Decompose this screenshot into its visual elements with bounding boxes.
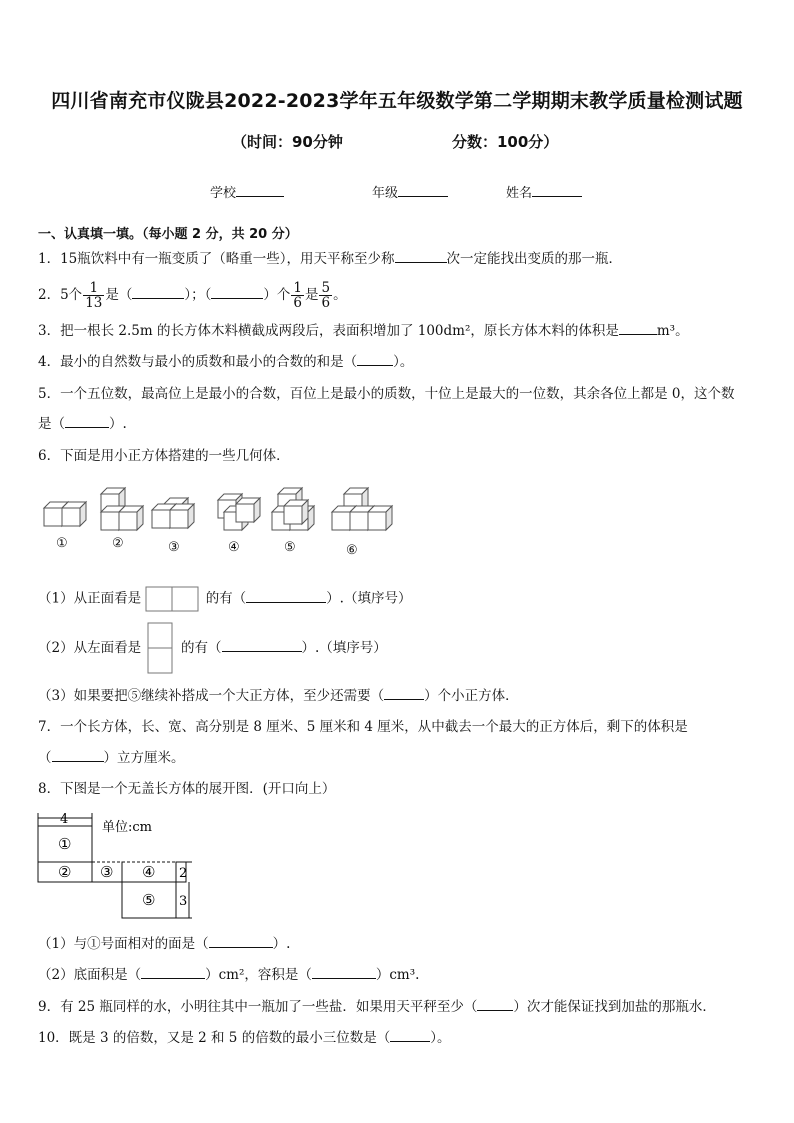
q6-3-text-b: ）个小正方体． bbox=[424, 688, 519, 704]
q1-text-end: 次一定能找出变质的那一瓶． bbox=[446, 251, 623, 267]
exam-score: 分数：100分） bbox=[452, 133, 559, 151]
dim-right-1: 2 bbox=[179, 866, 188, 881]
q2-text: 2．5个 bbox=[38, 287, 83, 303]
face-4-label: ④ bbox=[142, 863, 156, 881]
q8-1-blank[interactable] bbox=[209, 947, 273, 948]
q7-text-b: （ bbox=[38, 750, 52, 766]
page-title: 四川省南充市仪陇县2022-2023学年五年级数学第二学期期末教学质量检测试题 bbox=[51, 90, 743, 112]
fraction-1-13 bbox=[83, 281, 104, 310]
q9-blank[interactable] bbox=[477, 1010, 513, 1011]
q1-blank[interactable] bbox=[395, 262, 447, 263]
q6-2-text: （2）从左面看是 bbox=[38, 640, 142, 656]
q8-2-blank-2[interactable] bbox=[312, 978, 376, 979]
school-label: 学校 bbox=[210, 186, 237, 201]
figure-4 bbox=[218, 494, 260, 530]
q3-text-end: m³。 bbox=[656, 323, 689, 339]
question-5-cont bbox=[38, 414, 127, 434]
dim-top-label: 4 bbox=[60, 812, 69, 827]
q4-text: 4．最小的自然数与最小的质数和最小的合数的和是（ bbox=[38, 354, 358, 370]
q7-text: 7．一个长方体，长、宽、高分别是 8 厘米、5 厘米和 4 厘米，从中截去一个最大的正方体后，剩下的体积是 bbox=[38, 719, 688, 735]
front-view-shape bbox=[145, 586, 201, 612]
figure-2 bbox=[101, 488, 143, 530]
fraction-5-6 bbox=[319, 281, 332, 310]
q2-text-c: ）；（ bbox=[184, 287, 212, 303]
figure-label-2: ② bbox=[112, 536, 124, 551]
question-7-cont bbox=[38, 748, 185, 768]
question-1 bbox=[38, 249, 622, 269]
name-blank[interactable] bbox=[532, 196, 582, 197]
question-8-2 bbox=[38, 965, 419, 985]
q2-text-b: 是（ bbox=[105, 287, 133, 303]
figure-5 bbox=[272, 488, 314, 530]
q6-1-blank[interactable] bbox=[246, 602, 326, 603]
q3-blank[interactable] bbox=[619, 334, 657, 335]
q6-1-text-b: 的有（ bbox=[205, 590, 247, 607]
grade-blank[interactable] bbox=[398, 196, 448, 197]
question-8 bbox=[38, 779, 335, 799]
figure-label-4: ④ bbox=[228, 540, 240, 555]
name-field bbox=[506, 182, 582, 201]
q6-1-text-c: ）.（填序号） bbox=[326, 590, 412, 607]
school-field bbox=[210, 182, 284, 201]
dim-right-2: 3 bbox=[179, 894, 188, 909]
q6-2-text-b: 的有（ bbox=[181, 640, 222, 656]
question-4 bbox=[38, 352, 413, 372]
section-heading: 一、认真填一填。（每小题 2 分，共 20 分） bbox=[38, 227, 298, 242]
figure-3 bbox=[152, 498, 194, 528]
q10-text-b: ）。 bbox=[430, 1030, 451, 1046]
q6-2-text-c: ）.（填序号） bbox=[301, 640, 387, 656]
q6-2-blank[interactable] bbox=[222, 651, 302, 652]
q2-text-f: 。 bbox=[333, 287, 347, 303]
question-3 bbox=[38, 321, 689, 341]
figure-1 bbox=[44, 502, 86, 526]
question-6-1 bbox=[38, 586, 411, 612]
q5-text-b: 是（ bbox=[38, 416, 65, 432]
q6-2-answer bbox=[181, 638, 387, 658]
cube-figures bbox=[38, 484, 398, 564]
frac-num: 1 bbox=[83, 281, 104, 296]
frac-den: 6 bbox=[293, 295, 302, 311]
figure-label-5: ⑤ bbox=[284, 540, 296, 555]
q7-blank[interactable] bbox=[52, 761, 104, 762]
q8-1-text-b: ）. bbox=[272, 936, 291, 952]
fraction-1-6 bbox=[291, 281, 304, 310]
exam-time: （时间：90分钟 bbox=[232, 133, 343, 151]
question-9 bbox=[38, 997, 716, 1017]
q7-text-c: ）立方厘米。 bbox=[103, 750, 185, 766]
q9-text: 9．有 25 瓶同样的水，小明往其中一瓶加了一些盐．如果用天平秤至少（ bbox=[38, 999, 478, 1015]
q8-2-text-b: ）cm²，容积是（ bbox=[205, 967, 312, 983]
q2-text-e: 是 bbox=[304, 287, 319, 303]
q3-text: 3．把一根长 2.5m 的长方体木料横截成两段后，表面积增加了 100dm²，原长方体木料的体积是 bbox=[38, 323, 619, 339]
face-2-label: ② bbox=[58, 863, 72, 881]
q2-blank-2[interactable] bbox=[211, 298, 263, 299]
question-10 bbox=[38, 1028, 450, 1048]
frac-den: 6 bbox=[321, 295, 331, 311]
box-net-figure bbox=[34, 810, 204, 922]
q8-2-text: （2）底面积是（ bbox=[38, 967, 142, 983]
q8-text: 8．下图是一个无盖长方体的展开图．(开口向上） bbox=[38, 781, 336, 797]
figure-label-3: ③ bbox=[168, 540, 180, 555]
q9-text-b: ）次才能保证找到加盐的那瓶水． bbox=[513, 999, 716, 1015]
q5-text: 5．一个五位数，最高位上是最小的合数，百位上是最小的质数，十位上是最大的一位数，其余各位上都是 0，这个数 bbox=[38, 386, 735, 402]
q1-text: 1．15瓶饮料中有一瓶变质了（略重一些），用天平称至少称 bbox=[38, 251, 395, 267]
q6-1-text: （1）从正面看是 bbox=[38, 590, 142, 607]
q4-blank[interactable] bbox=[357, 365, 393, 366]
q6-3-blank[interactable] bbox=[384, 699, 424, 700]
face-1-label: ① bbox=[58, 835, 72, 853]
face-3-label: ③ bbox=[100, 863, 114, 881]
question-8-1 bbox=[38, 934, 290, 954]
frac-num: 1 bbox=[293, 280, 302, 296]
question-7 bbox=[38, 717, 688, 737]
figure-6 bbox=[332, 488, 392, 530]
figure-label-6: ⑥ bbox=[346, 543, 358, 558]
q4-text-end: ）。 bbox=[393, 354, 414, 370]
q8-2-text-c: ）cm³. bbox=[375, 967, 420, 983]
question-2 bbox=[38, 278, 347, 312]
q6-text: 6．下面是用小正方体搭建的一些几何体． bbox=[38, 448, 290, 464]
q5-blank[interactable] bbox=[65, 427, 109, 428]
q8-1-text: （1）与①号面相对的面是（ bbox=[38, 936, 209, 952]
frac-num: 5 bbox=[321, 280, 331, 296]
face-5-label: ⑤ bbox=[142, 891, 156, 909]
cube-figures-svg bbox=[38, 484, 398, 564]
question-6-3 bbox=[38, 686, 519, 706]
question-5 bbox=[38, 384, 734, 404]
unit-label: 单位:cm bbox=[102, 820, 152, 835]
q5-text-c: ）. bbox=[109, 416, 127, 432]
q10-text: 10．既是 3 的倍数，又是 2 和 5 的倍数的最小三位数是（ bbox=[38, 1030, 391, 1046]
q6-3-text: （3）如果要把⑤继续补搭成一个大正方体，至少还需要（ bbox=[38, 688, 385, 704]
grade-label: 年级 bbox=[372, 186, 399, 201]
school-blank[interactable] bbox=[236, 196, 284, 197]
q10-blank[interactable] bbox=[390, 1041, 430, 1042]
q2-text-d: ）个 bbox=[263, 287, 291, 303]
question-6 bbox=[38, 446, 290, 466]
figure-label-1: ① bbox=[56, 536, 68, 551]
grade-field bbox=[372, 182, 448, 201]
name-label: 姓名 bbox=[506, 186, 533, 201]
q2-blank-1[interactable] bbox=[132, 298, 184, 299]
left-view-shape bbox=[147, 622, 175, 674]
q8-2-blank-1[interactable] bbox=[141, 978, 205, 979]
frac-den: 13 bbox=[85, 295, 103, 311]
